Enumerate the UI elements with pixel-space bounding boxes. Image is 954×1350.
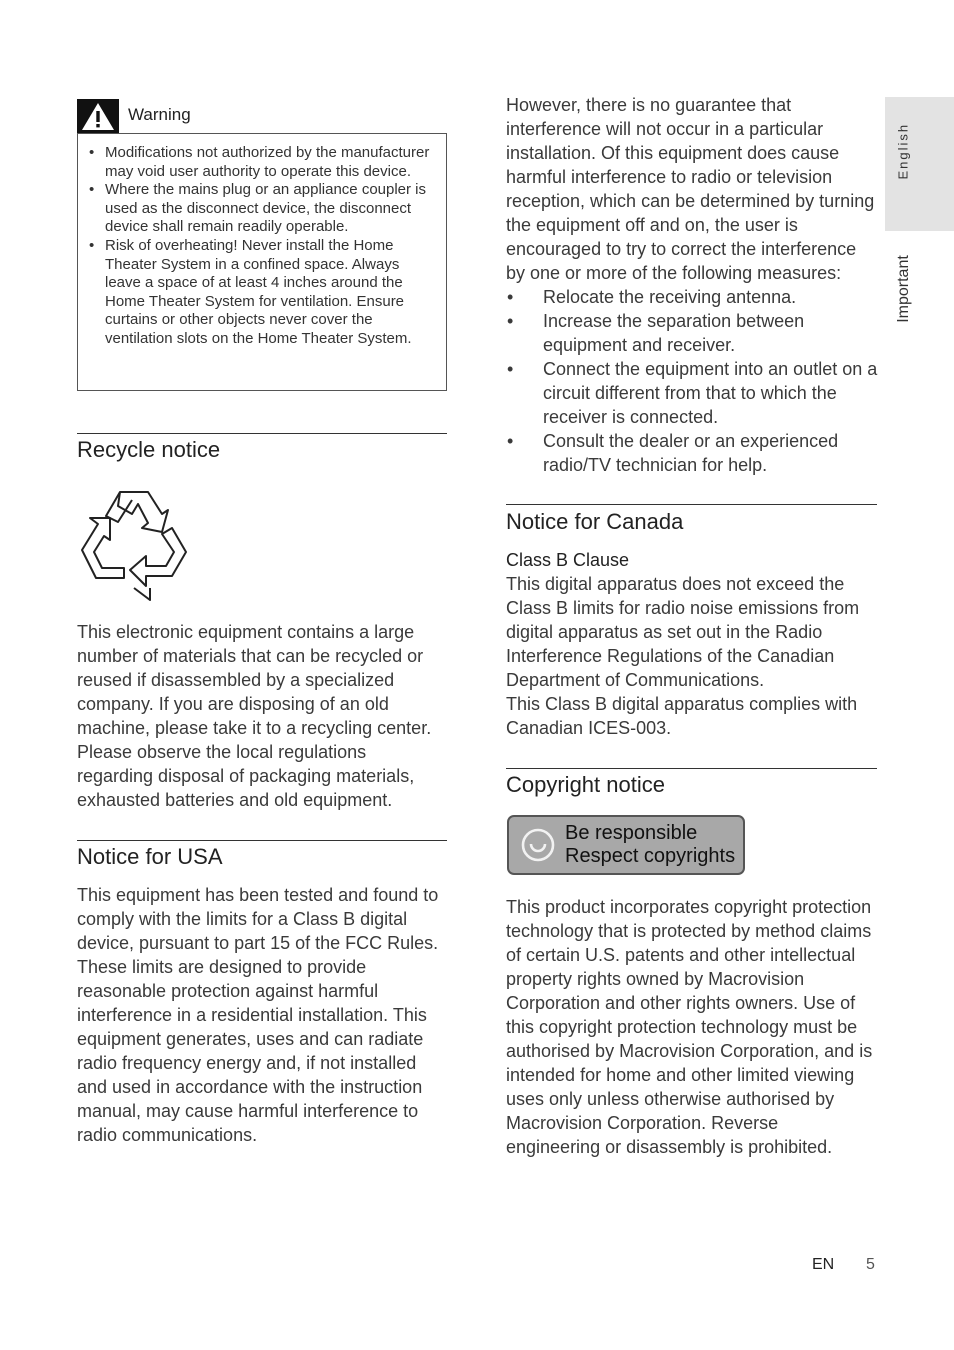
canada-heading: Notice for Canada xyxy=(506,509,684,534)
list-item: • Consult the dealer or an experienced radio/TV technician for help. xyxy=(506,429,878,477)
warning-item: • Where the mains plug or an appliance coupler is used as the disconnect device, the disconnect device shall remain readily operable. xyxy=(105,181,438,237)
copyright-heading: Copyright notice xyxy=(506,772,665,797)
usa-body: This equipment has been tested and found to comply with the limits for a Class B digital device, pursuant to part 15 of the FCC Rules. These limits are designed to provide reasonable protection against harmful interference in a residential installation. This equipment generates, uses and can radiate radio frequency energy and, if not installed and used in accordance with the instruction manual, may cause harmful interference to radio communications. xyxy=(77,885,439,1145)
canada-subheading: Class B Clause xyxy=(506,550,630,570)
recycle-heading: Recycle notice xyxy=(77,437,221,462)
warning-title: Warning xyxy=(128,105,191,124)
usa-measures-list xyxy=(506,285,878,477)
recycle-body: This electronic equipment contains a large number of materials that can be recycled or reused if disassembled by a specialized company. If you are disposing of an old machine, please take it to a recycling center. Please observe the local regulations regarding disposal of packaging materials, exhausted batteries and old equipment. xyxy=(77,622,432,810)
warning-icon xyxy=(77,99,119,133)
warning-item: • Risk of overheating! Never install the Home Theater System in a confined space. Always leave a space of at least 4 inches around the Home Theater System for ventilation. Ensure curtains or other objects never cover the ventilation slots on the Home Theater System. xyxy=(105,237,438,349)
usa-heading: Notice for USA xyxy=(77,844,223,869)
section-divider xyxy=(77,840,447,841)
language-tab-label: English xyxy=(895,122,911,180)
copyright-body: This product incorporates copyright protection technology that is protected by method claims of certain U.S. patents and other intellectual property rights owned by Macrovision Corporation and other rights owners. Use of this copyright protection technology must be authorised by Macrovision Corporation, and is intended for home and other limited viewing uses only unless otherwise authorised by Macrovision Corporation. Reverse engineering or disassembly is prohibited. xyxy=(506,897,873,1157)
copyright-badge xyxy=(507,815,745,875)
list-item: • Connect the equipment into an outlet on a circuit different from that to which the receiver is connected. xyxy=(506,357,878,429)
warning-item: • Modifications not authorized by the manufacturer may void user authority to operate this device. xyxy=(105,144,438,181)
badge-line-1: Be responsible xyxy=(565,822,698,844)
warning-box xyxy=(77,133,447,391)
badge-line-2: Respect copyrights xyxy=(565,845,736,867)
warning-list xyxy=(78,134,446,349)
canada-body-1: This digital apparatus does not exceed the Class B limits for radio noise emissions from digital apparatus as set out in the Radio Interference Regulations of the Canadian Department of Communications. xyxy=(506,574,860,690)
list-item: • Relocate the receiving antenna. xyxy=(506,285,878,309)
footer-language: EN xyxy=(812,1256,835,1273)
page-number: 5 xyxy=(866,1256,875,1273)
section-tab-label[interactable]: Important xyxy=(895,255,912,323)
language-tab[interactable] xyxy=(885,97,954,231)
canada-body-2: This Class B digital apparatus complies with Canadian ICES-003. xyxy=(506,694,858,738)
section-divider xyxy=(506,768,877,769)
badge-text xyxy=(565,822,735,868)
power-icon xyxy=(520,827,556,868)
section-divider xyxy=(77,433,447,434)
list-item: • Increase the separation between equipment and receiver. xyxy=(506,309,878,357)
section-divider xyxy=(506,504,877,505)
recycle-icon xyxy=(76,488,188,609)
usa-body-continued: However, there is no guarantee that interference will not occur in a particular installation. Of this equipment does cause harmful interference to radio or television reception, which can be determined by turning the equipment off and on, the user is encouraged to try to correct the interference by one or more of the following measures: xyxy=(506,95,875,283)
